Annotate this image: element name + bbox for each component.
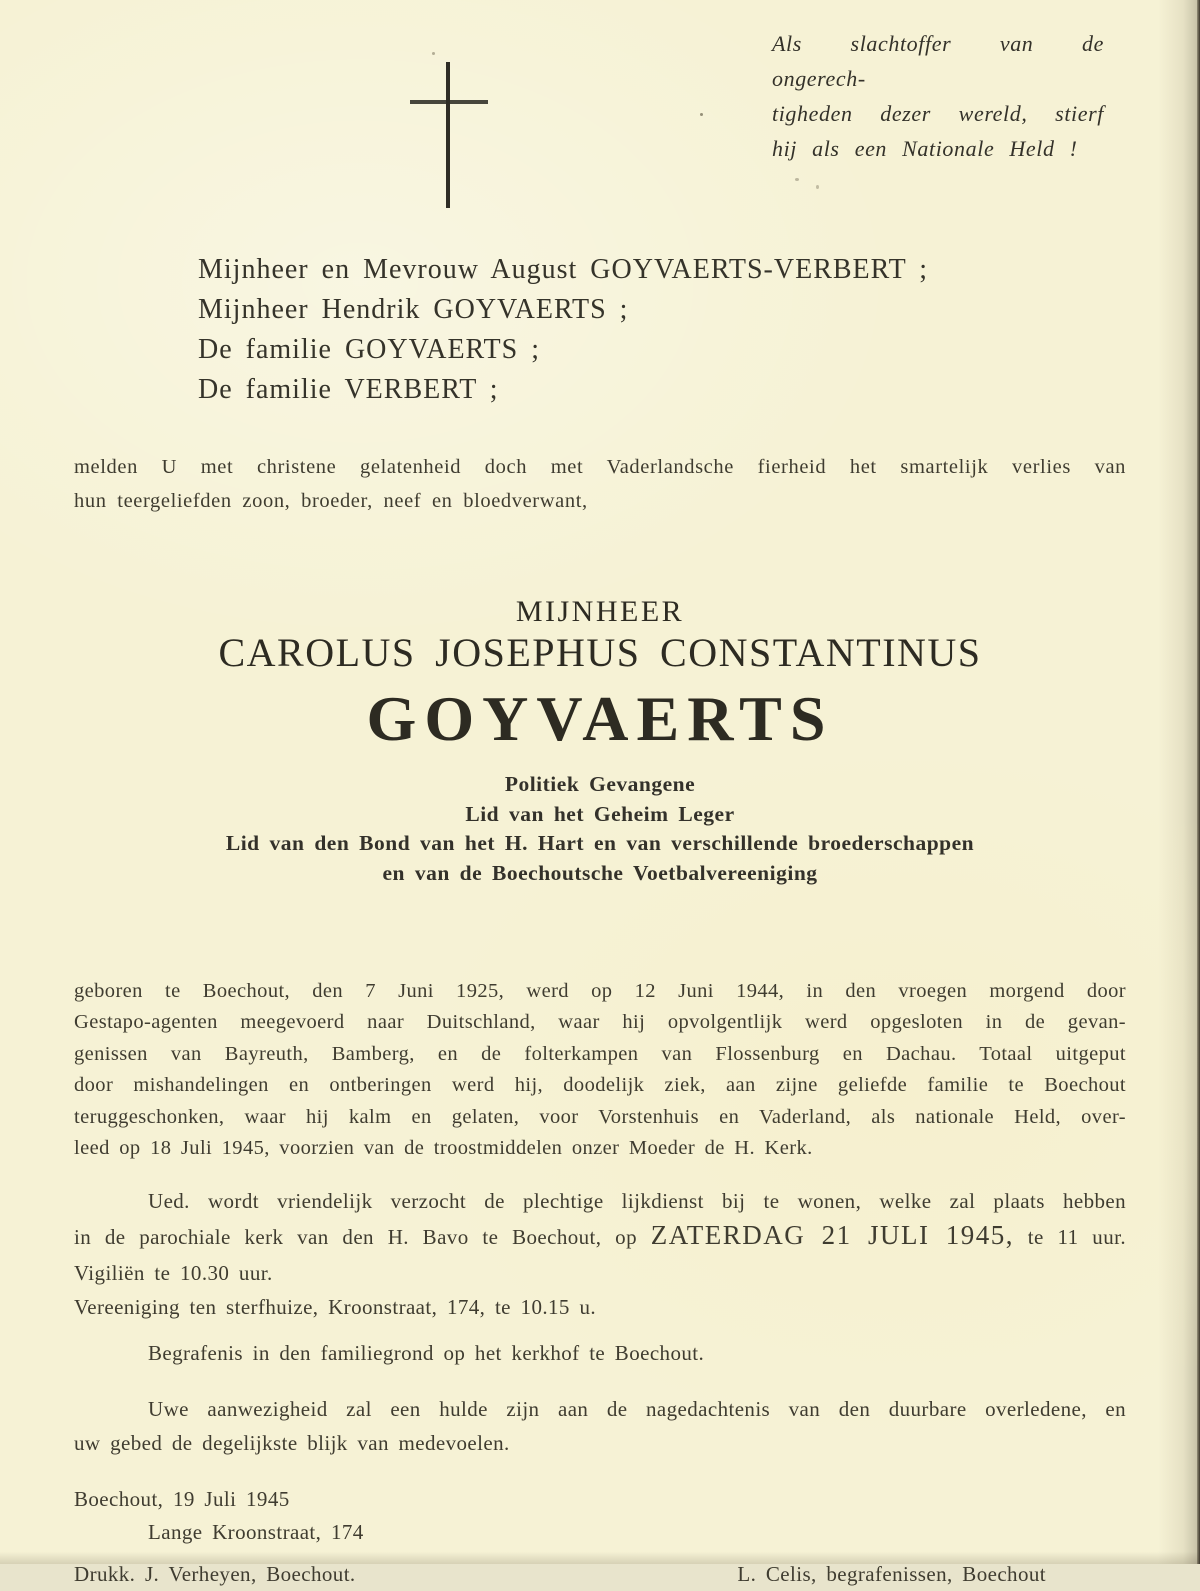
deceased-role: en van de Boechoutsche Voetbalvereeniging xyxy=(382,860,818,885)
service-location-line xyxy=(74,1218,1126,1254)
announcer-line: Mijnheer en Mevrouw August GOYVAERTS-VERBERT ; xyxy=(198,254,929,285)
announcer-line: De familie GOYVAERTS ; xyxy=(198,334,540,365)
intro-line: melden U met christene gelatenheid doch met Vaderlandsche fierheid het smartelijk verlies van xyxy=(74,456,1126,478)
service-location-pre: in de parochiale kerk van den H. Bavo te Boechout, op xyxy=(74,1225,651,1249)
deceased-title: MIJNHEER xyxy=(515,595,685,628)
announcer-list xyxy=(198,250,928,410)
credits-row xyxy=(74,1557,1126,1591)
service-section xyxy=(74,1184,1126,1591)
service-invitation-line: Ued. wordt vriendelijk verzocht de plechtige lijkdienst bij te wonen, welke zal plaats hebben xyxy=(148,1189,1126,1213)
intro-paragraph xyxy=(74,450,1126,518)
deceased-given-names: CAROLUS JOSEPHUS CONSTANTINUS xyxy=(218,630,982,675)
cross-horizontal-bar xyxy=(410,100,488,104)
epigraph-line: hij als een Nationale Held ! xyxy=(772,136,1078,161)
undertaker-credit: L. Celis, begrafenissen, Boechout xyxy=(737,1562,1046,1586)
gathering-line: Vereeniging ten sterfhuize, Kroonstraat, 174, te 10.15 u. xyxy=(74,1295,596,1319)
deceased-role: Lid van den Bond van het H. Hart en van verschillende broederschappen xyxy=(225,831,975,855)
funeral-date-highlight: ZATERDAG 21 JULI 1945, xyxy=(650,1220,1015,1250)
address: Lange Kroonstraat, 174 xyxy=(148,1520,364,1544)
closing-line: Uwe aanwezigheid zal een hulde zijn aan de nagedachtenis van den duurbare overledene, en xyxy=(148,1397,1126,1421)
closing-line: uw gebed de degelijkste blijk van medevoelen. xyxy=(74,1431,510,1455)
biography-line: genissen van Bayreuth, Bamberg, en de folterkampen van Flossenburg en Dachau. Totaal uitgeput xyxy=(74,1042,1126,1065)
biography-line: leed op 18 Juli 1945, voorzien van de troostmiddelen onzer Moeder de H. Kerk. xyxy=(74,1137,813,1160)
paper-speck xyxy=(700,113,703,116)
service-location-post: te 11 uur. xyxy=(1014,1225,1126,1249)
intro-line: hun teergeliefden zoon, broeder, neef en bloedverwant, xyxy=(74,490,588,512)
place-date: Boechout, 19 Juli 1945 xyxy=(74,1487,290,1511)
deceased-role: Politiek Gevangene xyxy=(504,772,696,796)
paper-speck xyxy=(795,178,799,181)
printer-credit: Drukk. J. Verheyen, Boechout. xyxy=(74,1562,356,1586)
vigil-line: Vigiliën te 10.30 uur. xyxy=(74,1261,273,1285)
announcer-line: Mijnheer Hendrik GOYVAERTS ; xyxy=(198,294,629,325)
paper-speck xyxy=(432,52,435,55)
burial-line: Begrafenis in den familiegrond op het kerkhof te Boechout. xyxy=(148,1341,705,1365)
biography-line: Gestapo-agenten meegevoerd naar Duitschland, waar hij opvolgentlijk werd opgesloten in de gevan- xyxy=(74,1011,1126,1034)
epigraph-line: tigheden dezer wereld, stierf xyxy=(772,101,1104,126)
biography-line: door mishandelingen en ontberingen werd hij, doodelijk ziek, aan zijne geliefde familie te Boechout xyxy=(74,1074,1126,1097)
announcer-line: De familie VERBERT ; xyxy=(198,374,499,405)
deceased-role: Lid van het Geheim Leger xyxy=(465,801,735,826)
paper-speck xyxy=(816,185,819,189)
biography-paragraph xyxy=(74,976,1126,1164)
deceased-roles xyxy=(0,770,1200,888)
biography-line: geboren te Boechout, den 7 Juni 1925, werd op 12 Juni 1944, in den vroegen morgend door xyxy=(74,980,1126,1002)
epigraph-line: Als slachtoffer van de ongerech- xyxy=(772,31,1104,91)
biography-line: teruggeschonken, waar hij kalm en gelaten, voor Vorstenhuis en Vaderland, als nationale Held, over- xyxy=(74,1105,1126,1128)
deceased-surname: GOYVAERTS xyxy=(366,683,834,754)
latin-cross-icon xyxy=(410,62,488,208)
cross-vertical-bar xyxy=(446,62,450,208)
epigraph xyxy=(772,26,1104,166)
